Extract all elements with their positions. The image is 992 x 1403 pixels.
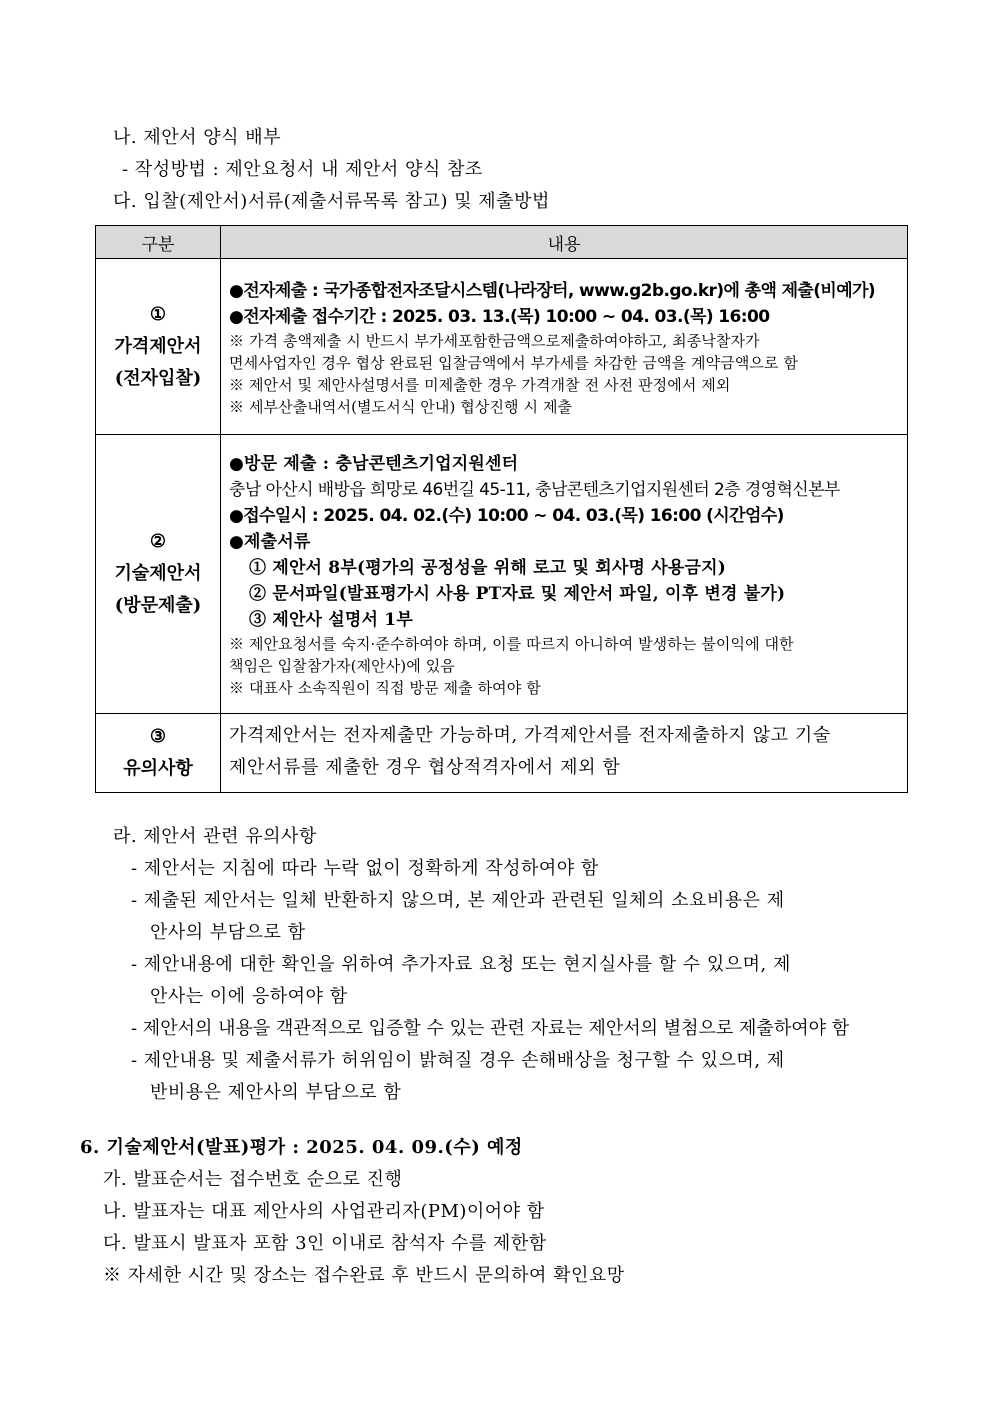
category-title: 기술제안서 <box>114 563 202 584</box>
category-cell <box>96 259 221 435</box>
section-6-heading: 6. 기술제안서(발표)평가 : 2025. 04. 09.(수) 예정 <box>80 1137 523 1158</box>
category-number: ② <box>149 531 167 552</box>
category-subtitle: (전자입찰) <box>114 367 202 389</box>
list-item: 가. 발표순서는 접수번호 순으로 진행 <box>103 1169 403 1190</box>
section-na-heading: 나. 제안서 양식 배부 <box>113 127 281 148</box>
content-line: 충남 아산시 배방읍 희망로 46번길 45-11, 충남콘텐츠기업지원센터 2층 경영혁신본부 <box>229 480 840 500</box>
content-cell <box>221 435 908 714</box>
list-item: - 제안서는 지침에 따라 누락 없이 정확하게 작성하여야 함 <box>131 858 599 879</box>
content-cell <box>221 259 908 435</box>
category-title: 가격제안서 <box>114 335 202 357</box>
table-row-technical-proposal <box>96 435 908 714</box>
header-content: 내용 <box>221 226 908 259</box>
category-subtitle: (방문제출) <box>114 595 202 616</box>
content-line: ※ 제안요청서를 숙지·준수하여야 하며, 이를 따르지 아니하여 발생하는 불이익에 대한 <box>229 635 794 653</box>
content-line: 제안서류를 제출한 경우 협상적격자에서 제외 함 <box>229 757 621 778</box>
content-line: ③ 제안사 설명서 1부 <box>249 610 413 630</box>
content-line: ※ 세부산출내역서(별도서식 안내) 협상진행 시 제출 <box>229 397 573 416</box>
content-line: ●전자제출 : 국가종합전자조달시스템(나라장터, www.g2b.go.kr)에 총액 제출(비예가) <box>229 280 876 301</box>
list-item: - 제안내용에 대한 확인을 위하여 추가자료 요청 또는 현지실사를 할 수 있으며, 제 <box>131 954 791 975</box>
content-line: 면세사업자인 경우 협상 완료된 입찰금액에서 부가세를 차감한 금액을 계약금액으로 함 <box>229 353 799 372</box>
content-line: ●방문 제출 : 충남콘텐츠기업지원센터 <box>229 454 519 474</box>
content-cell <box>221 714 908 793</box>
header-category: 구분 <box>96 226 221 259</box>
content-line: ① 제안서 8부(평가의 공정성을 위해 로고 및 회사명 사용금지) <box>249 558 726 578</box>
submission-table <box>95 225 908 793</box>
section-da-heading: 다. 입찰(제안서)서류(제출서류목록 참고) 및 제출방법 <box>113 191 550 212</box>
content-line: ●제출서류 <box>229 532 311 552</box>
content-line: ※ 대표사 소속직원이 직접 방문 제출 하여야 함 <box>229 679 541 697</box>
content-line: ●접수일시 : 2025. 04. 02.(수) 10:00 ~ 04. 03.(목) 16:00 (시간엄수) <box>229 506 784 526</box>
category-title: 유의사항 <box>123 758 193 779</box>
section-na-subitem: - 작성방법 : 제안요청서 내 제안서 양식 참조 <box>122 159 483 180</box>
list-item: 나. 발표자는 대표 제안사의 사업관리자(PM)이어야 함 <box>103 1201 545 1222</box>
list-item: - 제안내용 및 제출서류가 허위임이 밝혀질 경우 손해배상을 청구할 수 있으며, 제 <box>131 1050 785 1071</box>
table-header-row <box>96 226 908 259</box>
content-line: 가격제안서는 전자제출만 가능하며, 가격제안서를 전자제출하지 않고 기술 <box>229 725 831 746</box>
category-number: ③ <box>149 726 167 747</box>
category-cell <box>96 714 221 793</box>
content-line: ※ 가격 총액제출 시 반드시 부가세포함한금액으로제출하여야하고, 최종낙찰자가 <box>229 331 760 350</box>
table-row-price-proposal <box>96 259 908 435</box>
content-line: ② 문서파일(발표평가시 사용 PT자료 및 제안서 파일, 이후 변경 불가) <box>249 584 786 604</box>
content-line: ※ 제안서 및 제안사설명서를 미제출한 경우 가격개찰 전 사전 판정에서 제외 <box>229 375 731 394</box>
category-number: ① <box>149 303 167 325</box>
list-item: 안사는 이에 응하여야 함 <box>150 986 348 1007</box>
list-item: 반비용은 제안사의 부담으로 함 <box>150 1082 402 1103</box>
list-item: ※ 자세한 시간 및 장소는 접수완료 후 반드시 문의하여 확인요망 <box>103 1265 625 1286</box>
table-row-notes <box>96 714 908 793</box>
section-ra-heading: 라. 제안서 관련 유의사항 <box>113 826 317 847</box>
list-item: - 제출된 제안서는 일체 반환하지 않으며, 본 제안과 관련된 일체의 소요비용은 제 <box>131 890 785 911</box>
list-item: - 제안서의 내용을 객관적으로 입증할 수 있는 관련 자료는 제안서의 별첨으로 제출하여야 함 <box>131 1018 850 1039</box>
list-item: 다. 발표시 발표자 포함 3인 이내로 참석자 수를 제한함 <box>103 1233 547 1254</box>
category-cell <box>96 435 221 714</box>
list-item: 안사의 부담으로 함 <box>150 922 306 943</box>
content-line: ●전자제출 접수기간 : 2025. 03. 13.(목) 10:00 ~ 04. 03.(목) 16:00 <box>229 306 770 327</box>
content-line: 책임은 입찰참가자(제안사)에 있음 <box>229 657 455 675</box>
